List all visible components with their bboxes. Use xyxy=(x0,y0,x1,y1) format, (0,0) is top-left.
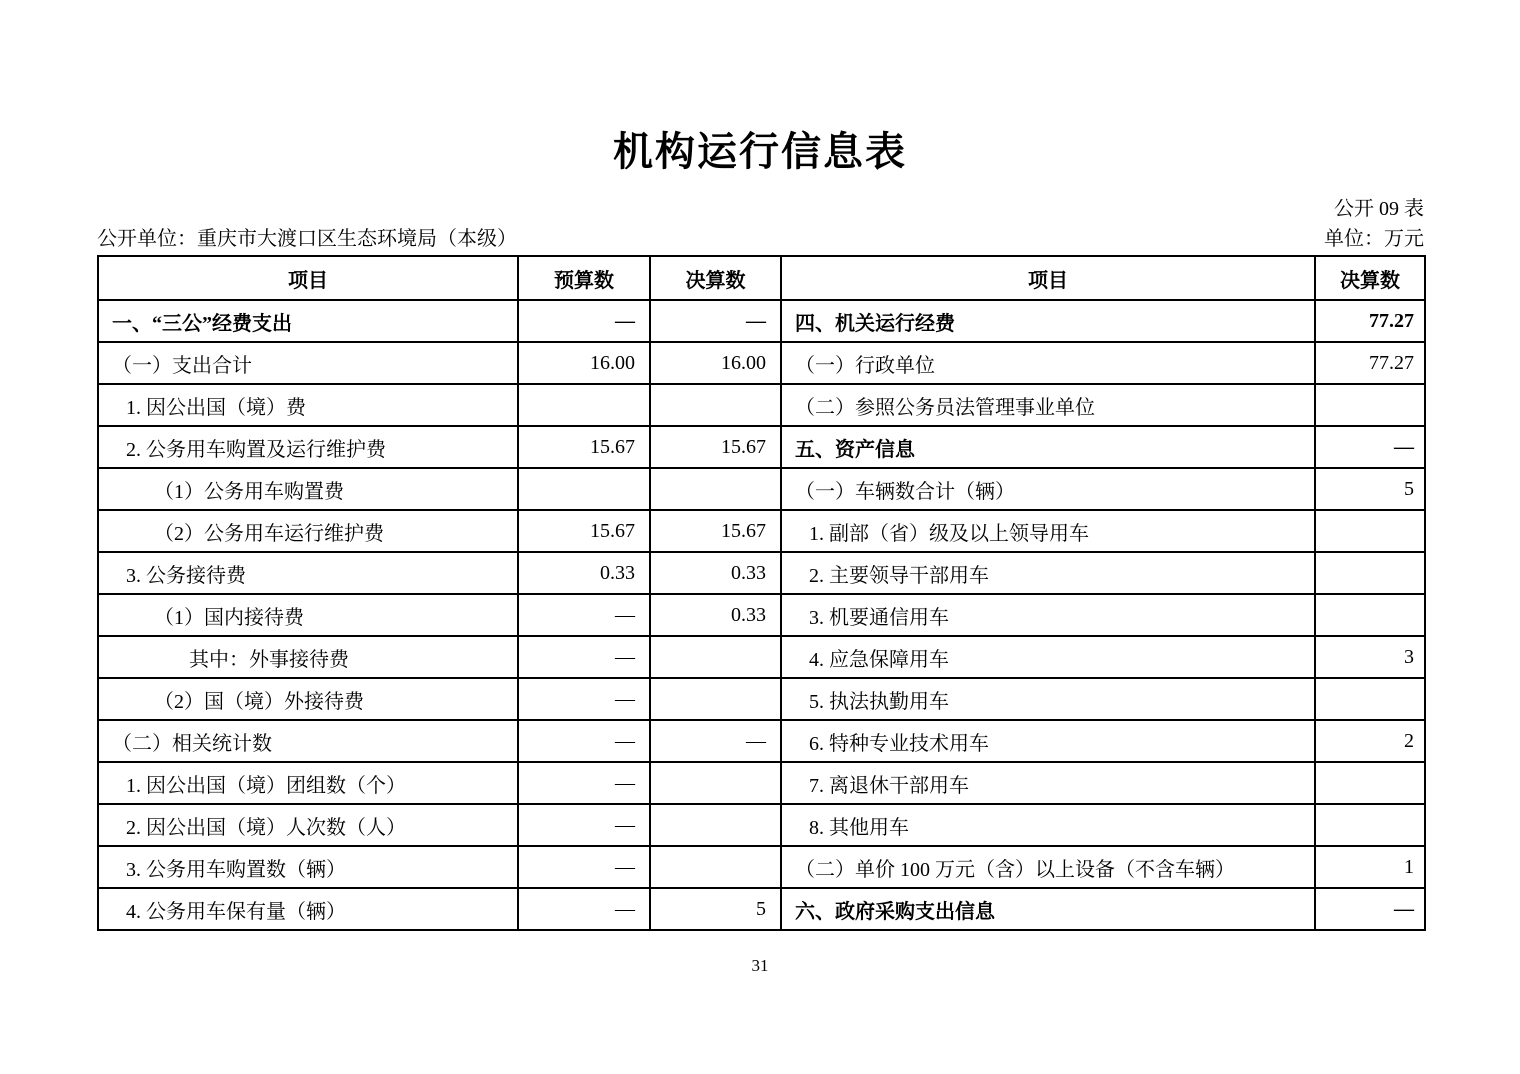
publishing-unit: 公开单位：重庆市大渡口区生态环境局（本级） xyxy=(97,228,517,250)
budget-value: 15.67 xyxy=(518,510,650,552)
budget-value: — xyxy=(518,846,650,888)
final-value: 15.67 xyxy=(650,510,781,552)
final-value-right: 2 xyxy=(1315,720,1425,762)
table-row xyxy=(98,888,1425,930)
final-value-right: — xyxy=(1315,888,1425,930)
budget-value: — xyxy=(518,762,650,804)
final-value: 0.33 xyxy=(650,552,781,594)
table-row xyxy=(98,300,1425,342)
item-cell-left: 3. 公务接待费 xyxy=(98,552,518,594)
col-header-budget: 预算数 xyxy=(518,256,650,300)
budget-value: 15.67 xyxy=(518,426,650,468)
table-row xyxy=(98,636,1425,678)
table-row xyxy=(98,804,1425,846)
budget-value: — xyxy=(518,720,650,762)
table-row xyxy=(98,846,1425,888)
budget-value: — xyxy=(518,888,650,930)
item-cell-left: 2. 公务用车购置及运行维护费 xyxy=(98,426,518,468)
final-value-right xyxy=(1315,552,1425,594)
item-cell-right: 六、政府采购支出信息 xyxy=(781,888,1315,930)
final-value-right xyxy=(1315,804,1425,846)
final-value: 5 xyxy=(650,888,781,930)
item-cell-left: （2）国（境）外接待费 xyxy=(98,678,518,720)
final-value-right xyxy=(1315,510,1425,552)
item-cell-left: 一、“三公”经费支出 xyxy=(98,300,518,342)
col-header-item-left: 项目 xyxy=(98,256,518,300)
item-cell-right: 6. 特种专业技术用车 xyxy=(781,720,1315,762)
item-cell-left: （1）公务用车购置费 xyxy=(98,468,518,510)
item-cell-right: （二）参照公务员法管理事业单位 xyxy=(781,384,1315,426)
final-value-right: 77.27 xyxy=(1315,300,1425,342)
final-value-right: 77.27 xyxy=(1315,342,1425,384)
page-number: 31 xyxy=(751,956,769,975)
col-header-final: 决算数 xyxy=(650,256,781,300)
final-value xyxy=(650,846,781,888)
table-row xyxy=(98,426,1425,468)
final-value: — xyxy=(650,300,781,342)
item-cell-left: 1. 因公出国（境）团组数（个） xyxy=(98,762,518,804)
item-cell-left: 4. 公务用车保有量（辆） xyxy=(98,888,518,930)
final-value xyxy=(650,804,781,846)
item-cell-left: （2）公务用车运行维护费 xyxy=(98,510,518,552)
final-value: 15.67 xyxy=(650,426,781,468)
item-cell-right: 2. 主要领导干部用车 xyxy=(781,552,1315,594)
final-value-right xyxy=(1315,678,1425,720)
table-number: 公开 09 表 xyxy=(1334,198,1424,220)
final-value: — xyxy=(650,720,781,762)
item-cell-left: （1）国内接待费 xyxy=(98,594,518,636)
meta-line xyxy=(97,222,1424,251)
table-row xyxy=(98,720,1425,762)
page-title: 机构运行信息表 xyxy=(613,130,907,174)
final-value-right: 3 xyxy=(1315,636,1425,678)
item-cell-right: 五、资产信息 xyxy=(781,426,1315,468)
final-value: 16.00 xyxy=(650,342,781,384)
col-header-item-right: 项目 xyxy=(781,256,1315,300)
budget-value: — xyxy=(518,636,650,678)
item-cell-left: 2. 因公出国（境）人次数（人） xyxy=(98,804,518,846)
col-header-final-right: 决算数 xyxy=(1315,256,1425,300)
item-cell-left: （二）相关统计数 xyxy=(98,720,518,762)
item-cell-right: 1. 副部（省）级及以上领导用车 xyxy=(781,510,1315,552)
unit-of-measure: 单位：万元 xyxy=(1324,228,1424,250)
final-value-right: 5 xyxy=(1315,468,1425,510)
final-value-right xyxy=(1315,762,1425,804)
final-value xyxy=(650,636,781,678)
item-cell-right: 5. 执法执勤用车 xyxy=(781,678,1315,720)
table-row xyxy=(98,468,1425,510)
table-row xyxy=(98,342,1425,384)
final-value xyxy=(650,468,781,510)
budget-value: — xyxy=(518,300,650,342)
item-cell-right: 4. 应急保障用车 xyxy=(781,636,1315,678)
item-cell-right: 7. 离退休干部用车 xyxy=(781,762,1315,804)
item-cell-right: （二）单价 100 万元（含）以上设备（不含车辆） xyxy=(781,846,1315,888)
item-cell-left: （一）支出合计 xyxy=(98,342,518,384)
institution-operation-table xyxy=(97,255,1426,931)
final-value: 0.33 xyxy=(650,594,781,636)
table-row xyxy=(98,678,1425,720)
final-value-right: — xyxy=(1315,426,1425,468)
item-cell-right: （一）行政单位 xyxy=(781,342,1315,384)
item-cell-right: 四、机关运行经费 xyxy=(781,300,1315,342)
item-cell-right: （一）车辆数合计（辆） xyxy=(781,468,1315,510)
final-value-right xyxy=(1315,594,1425,636)
table-row xyxy=(98,384,1425,426)
budget-value: — xyxy=(518,594,650,636)
item-cell-left: 其中：外事接待费 xyxy=(98,636,518,678)
final-value-right: 1 xyxy=(1315,846,1425,888)
item-cell-right: 8. 其他用车 xyxy=(781,804,1315,846)
final-value-right xyxy=(1315,384,1425,426)
item-cell-right: 3. 机要通信用车 xyxy=(781,594,1315,636)
table-row xyxy=(98,510,1425,552)
table-row xyxy=(98,762,1425,804)
budget-value xyxy=(518,384,650,426)
budget-value: — xyxy=(518,804,650,846)
item-cell-left: 3. 公务用车购置数（辆） xyxy=(98,846,518,888)
table-row xyxy=(98,594,1425,636)
table-number-line xyxy=(97,192,1424,221)
budget-value: — xyxy=(518,678,650,720)
final-value xyxy=(650,384,781,426)
final-value xyxy=(650,678,781,720)
table-row xyxy=(98,552,1425,594)
table-header-row xyxy=(98,256,1425,300)
budget-value: 16.00 xyxy=(518,342,650,384)
budget-value xyxy=(518,468,650,510)
item-cell-left: 1. 因公出国（境）费 xyxy=(98,384,518,426)
final-value xyxy=(650,762,781,804)
budget-value: 0.33 xyxy=(518,552,650,594)
